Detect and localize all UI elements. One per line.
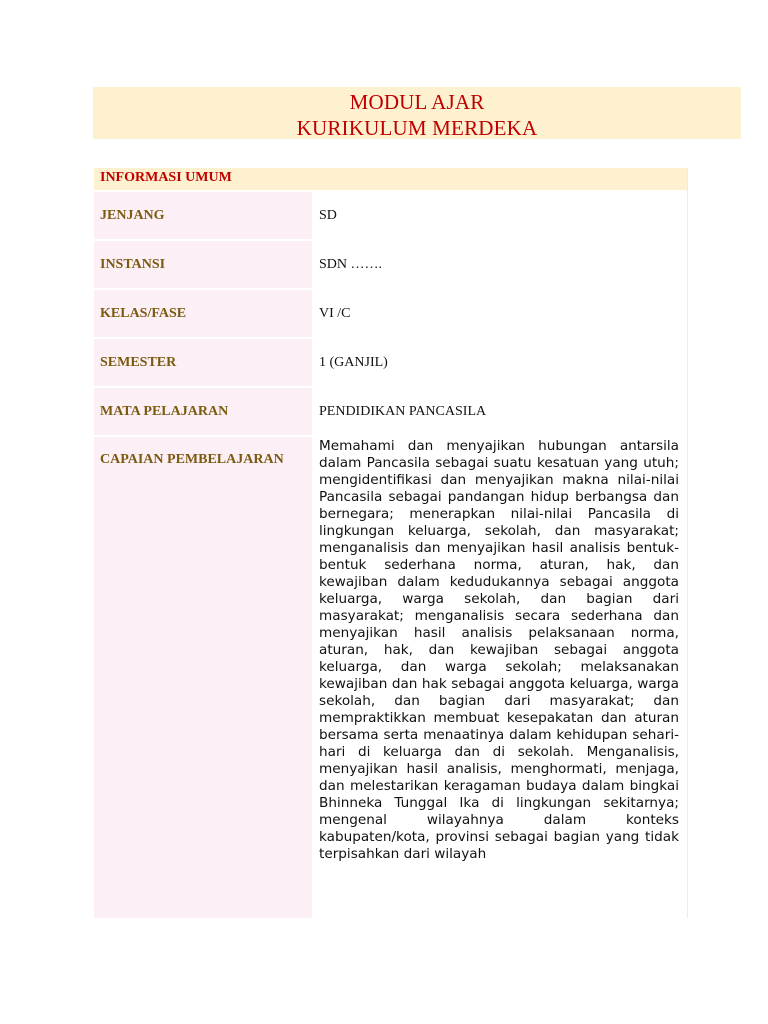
row-label: MATA PELAJARAN bbox=[94, 388, 312, 435]
row-value: PENDIDIKAN PANCASILA bbox=[312, 388, 687, 435]
row-value: SD bbox=[312, 192, 687, 239]
row-label: SEMESTER bbox=[94, 339, 312, 386]
row-value: SDN ……. bbox=[312, 241, 687, 288]
table-row-jenjang bbox=[94, 192, 687, 239]
capaian-text: Memahami dan menyajikan hubungan antarsila dalam Pancasila sebagai suatu kesatuan yang utuh; mengidentifikasi dan menyajikan makna nilai-nilai Pancasila sebagai pandangan hidup berbangsa dan bernegara; menerapkan nilai-nilai Pancasila di lingkungan keluarga, sekolah, dan masyarakat; menganalisis dan menyajikan hasil analisis bentuk-bentuk sederhana norma, aturan, hak, dan kewajiban dalam kedudukannya sebagai anggota keluarga, warga sekolah, dan bagian dari masyarakat; menganalisis secara sederhana dan menyajikan hasil analisis pelaksanaan norma, aturan, hak, dan kewajiban sebagai anggota keluarga, dan warga sekolah; melaksanakan kewajiban dan hak sebagai anggota keluarga, warga sekolah, dan bagian dari masyarakat; dan mempraktikkan membuat kesepakatan dan aturan bersama serta menaatinya dalam kehidupan sehari-hari di keluarga dan di sekolah. Menganalisis, menyajikan hasil analisis, menghormati, menjaga, dan melestarikan keragaman budaya dalam bingkai Bhinneka Tunggal Ika di lingkungan sekitarnya; mengenal wilayahnya dalam konteks kabupaten/kota, provinsi sebagai bagian yang tidak terpisahkan dari wilayah bbox=[312, 437, 687, 918]
section-header: INFORMASI UMUM bbox=[94, 168, 687, 190]
document-title-box bbox=[93, 87, 741, 139]
title-line-1: MODUL AJAR bbox=[349, 90, 485, 114]
row-label: INSTANSI bbox=[94, 241, 312, 288]
table-row-mata-pelajaran bbox=[94, 388, 687, 435]
table-row-kelas-fase bbox=[94, 290, 687, 337]
row-label: CAPAIAN PEMBELAJARAN bbox=[94, 437, 312, 918]
table-row-instansi bbox=[94, 241, 687, 288]
info-table bbox=[94, 168, 688, 918]
table-row-semester bbox=[94, 339, 687, 386]
title-line-2: KURIKULUM MERDEKA bbox=[296, 116, 538, 140]
row-label: KELAS/FASE bbox=[94, 290, 312, 337]
row-label: JENJANG bbox=[94, 192, 312, 239]
table-row-capaian-pembelajaran bbox=[94, 437, 687, 918]
row-value: 1 (GANJIL) bbox=[312, 339, 687, 386]
row-value: VI /C bbox=[312, 290, 687, 337]
